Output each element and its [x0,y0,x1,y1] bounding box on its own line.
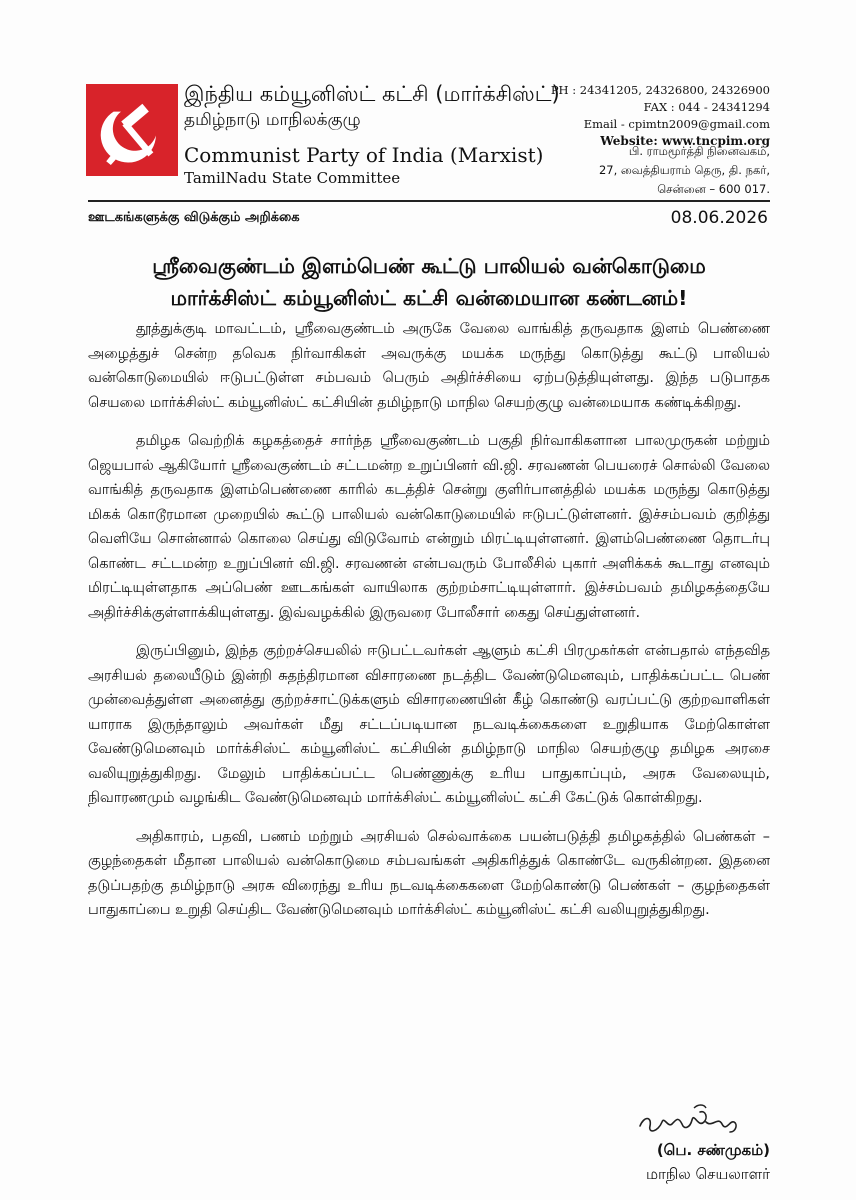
signature-flourish [694,1105,706,1108]
signer-name: (பெ. சண்முகம்) [656,1141,770,1159]
paragraph-4: அதிகாரம், பதவி, பணம் மற்றும் அரசியல் செல்வாக்கை பயன்படுத்தி தமிழகத்தில் பெண்கள் – குழந்தைகள் மீதான பாலியல் வன்கொடுமை சம்பவங்கள் அதிகரித்துக் கொண்டே வருகின்றன. இதனை தடுப்பதற்கு தமிழ்நாடு அரசு விரைந்து உரிய நடவடிக்கைகளை மேற்கொண்டு பெண்கள் – குழந்தைகள் பாதுகாப்பை உறுதி செய்திட வேண்டுமெனவும் மார்க்சிஸ்ட் கம்யூனிஸ்ட் கட்சி வலியுறுத்துகிறது. [88,828,770,918]
header-divider [88,200,770,202]
paragraph-3: இருப்பினும், இந்த குற்றச்செயலில் ஈடுபட்டவர்கள் ஆளும் கட்சி பிரமுகர்கள் என்பதால் எந்தவித அரசியல் தலையீடும் இன்றி சுதந்திரமான விசாரணை நடத்திட வேண்டுமெனவும், பாதிக்கப்பட்ட பெண் முன்வைத்துள்ள அனைத்து குற்றச்சாட்டுக்களும் விசாரணையின் கீழ் கொண்டு வரப்பட்டு குற்றவாளிகள் யாராக இருந்தாலும் அவர்கள் மீது சட்டப்படியான நடவடிக்கைகளை உறுதியாக மேற்கொள்ள வேண்டுமெனவும் மார்க்சிஸ்ட் கம்யூனிஸ்ட் கட்சியின் தமிழ்நாடு மாநில செயற்குழு தமிழக அரசை வலியுறுத்துகிறது. மேலும் பாதிக்கப்பட்ட பெண்ணுக்கு உரிய பாதுகாப்பும், அரசு வேலையும், நிவாரணமும் வழங்கிட வேண்டுமெனவும் மார்க்சிஸ்ட் கம்யூனிஸ்ட் கட்சி கேட்டுக் கொள்கிறது. [88,643,770,806]
statement-body [88,317,770,937]
signer-role: மாநில செயலாளர் [645,1165,770,1183]
committee-name-tamil: தமிழ்நாடு மாநிலக்குழு [184,110,361,130]
website-url: Website: www.tncpim.org [600,134,770,148]
title-line-2: மார்க்சிஸ்ட் கம்யூனிஸ்ட் கட்சி வன்மையான கண்டனம்! [170,286,688,310]
paragraph-2: தமிழக வெற்றிக் கழகத்தைச் சார்ந்த ஸ்ரீவைகுண்டம் பகுதி நிர்வாகிகளான பாலமுருகன் மற்றும் ஜெயபால் ஆகியோர் ஸ்ரீவைகுண்டம் சட்டமன்ற உறுப்பினர் வி.ஜி. சரவணன் பெயரைச் சொல்லி வேலை வாங்கித் தருவதாக இளம்பெண்ணை காரில் கடத்திச் சென்று குளிர்பானத்தில் மயக்க மருந்து கொடுத்து மிகக் கொடூரமான முறையில் கூட்டு பாலியல் வன்கொடுமையில் ஈடுபட்டுள்ளனர். இச்சம்பவம் குறித்து வெளியே சொன்னால் கொலை செய்து விடுவோம் என்றும் மிரட்டியுள்ளனர். இளம்பெண்ணை தொடர்பு கொண்ட சட்டமன்ற உறுப்பினர் வி.ஜி. சரவணன் என்பவரும் போலீசில் புகார் அளிக்கக் கூடாது எனவும் மிரட்டியுள்ளதாக அப்பெண் ஊடகங்கள் வாயிலாக குற்றம்சாட்டியுள்ளார். இச்சம்பவம் தமிழகத்தையே அதிர்ச்சிக்குள்ளாக்கியுள்ளது. இவ்வழக்கில் இருவரை போலீசார் கைது செய்துள்ளனர். [88,433,770,621]
title-line-1: ஸ்ரீவைகுண்டம் இளம்பெண் கூட்டு பாலியல் வன்கொடுமை [152,254,706,278]
address-line-3: சென்னை – 600 017. [657,182,770,196]
postal-address [530,142,770,199]
contact-block [530,82,770,150]
handwritten-signature [634,1098,744,1142]
party-name-english: Communist Party of India (Marxist) [184,143,544,167]
statement-title [88,250,770,314]
email-address: Email - cpimtn2009@gmail.com [583,117,770,131]
signature-stroke [640,1112,736,1132]
release-date: 08.06.2026 [670,208,768,228]
phone-numbers: PH : 24341205, 24326800, 24326900 [550,83,770,97]
address-line-1: பி. ராமமூர்த்தி நினைவகம், [628,144,770,158]
party-name-tamil: இந்திய கம்யூனிஸ்ட் கட்சி (மார்க்சிஸ்ட்) [184,82,560,106]
party-name-block [184,80,584,188]
address-line-2: 27, வைத்தியராம் தெரு, தி. நகர், [598,163,770,177]
paragraph-1: தூத்துக்குடி மாவட்டம், ஸ்ரீவைகுண்டம் அருகே வேலை வாங்கித் தருவதாக இளம் பெண்ணை அழைத்துச் சென்ற தவெக நிர்வாகிகள் அவருக்கு மயக்க மருந்து கொடுத்து கூட்டு பாலியல் வன்கொடுமையில் ஈடுபட்டுள்ள சம்பவம் பெரும் அதிர்ச்சியை ஏற்படுத்தியுள்ளது. இந்த படுபாதக செயலை மார்க்சிஸ்ட் கம்யூனிஸ்ட் கட்சியின் தமிழ்நாடு மாநில செயற்குழு வன்மையாக கண்டிக்கிறது. [88,321,770,411]
fax-number: FAX : 044 - 24341294 [643,100,770,114]
committee-name-english: TamilNadu State Committee [184,169,401,187]
release-label: ஊடகங்களுக்கு விடுக்கும் அறிக்கை [88,210,300,225]
hammer-sickle-icon [86,84,178,176]
